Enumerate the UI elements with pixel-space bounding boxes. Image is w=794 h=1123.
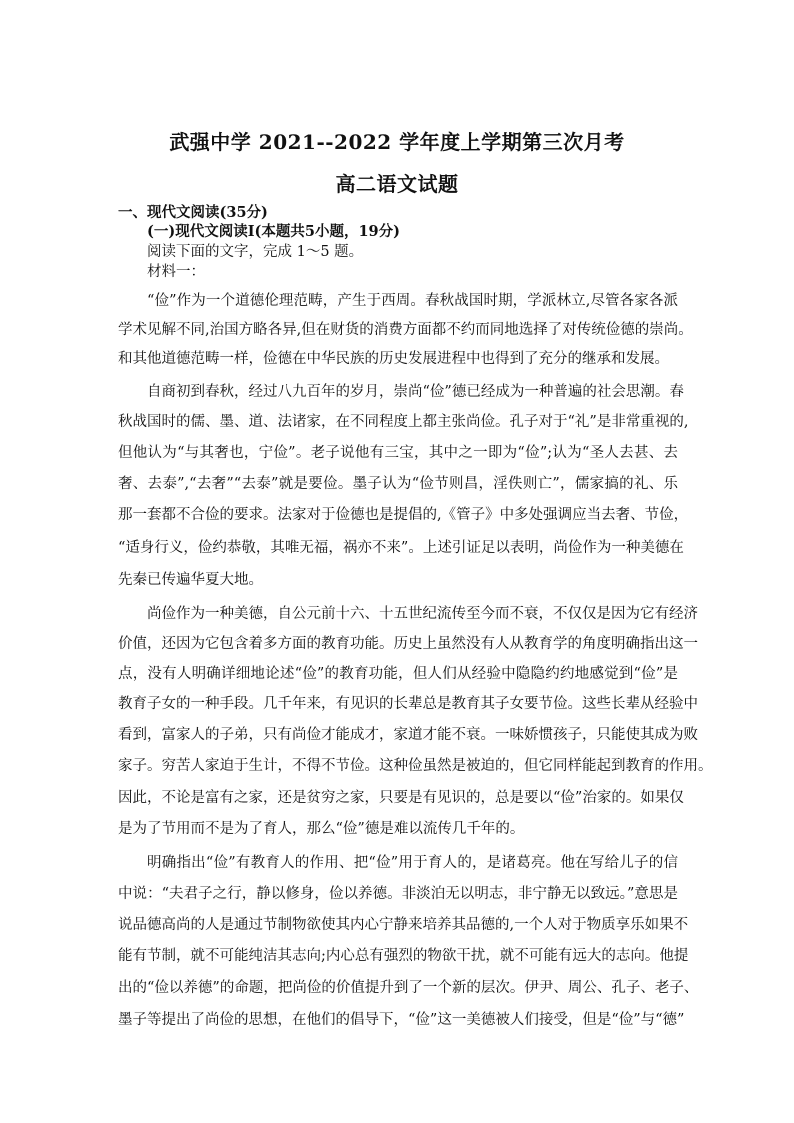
paragraph-line: 点，没有人明确详细地论述“俭”的教育功能，但人们从经验中隐隐约约地感觉到“俭”是 <box>118 666 678 682</box>
paragraph-line: 教育子女的一种手段。几千年来，有见识的长辈总是教育其子女要节俭。这些长辈从经验中 <box>118 696 698 712</box>
paragraph-line: 出的“俭以养德”的命题，把尚俭的价值提升到了一个新的层次。伊尹、周公、孔子、老子、 <box>118 980 699 996</box>
paragraph-line: 学术见解不同,治国方略各异,但在财货的消费方面都不约而同地选择了对传统俭德的崇尚。 <box>118 322 693 338</box>
paragraph-line: 自商初到春秋，经过八九百年的岁月，崇尚“俭”德已经成为一种普遍的社会思潮。春 <box>147 384 684 400</box>
material-label: 材料一： <box>147 264 205 280</box>
paragraph-line: 价值，还因为它包含着多方面的教育功能。历史上虽然没有人从教育学的角度明确指出这一 <box>118 636 698 652</box>
paragraph-line: 明确指出“俭”有教育人的作用、把“俭”用于育人的，是诸葛亮。他在写给儿子的信 <box>147 855 678 871</box>
paragraph-line: 但他认为“与其奢也，宁俭”。老子说他有三宝，其中之一即为“俭”;认为“圣人去甚、去 <box>118 445 678 461</box>
paragraph-line: 说品德高尚的人是通过节制物欲使其内心宁静来培养其品德的,一个人对于物质享乐如果不 <box>118 917 689 933</box>
subsection-heading: (一)现代文阅读Ⅰ(本题共5小题，19分) <box>147 223 400 240</box>
paragraph-line: 因此，不论是富有之家，还是贫穷之家，只要是有见识的，总是要以“俭”治家的。如果仅 <box>118 790 684 806</box>
paragraph-line: 先秦已传遍华夏大地。 <box>118 572 263 588</box>
paragraph-line: 中说：“夫君子之行，静以修身，俭以养德。非淡泊无以明志，非宁静无以致远。”意思是 <box>118 886 678 902</box>
section-heading: 一、现代文阅读(35分) <box>118 204 268 221</box>
paragraph-line: 那一套都不合俭的要求。法家对于俭德也是提倡的,《管子》中多处强调应当去奢、节俭， <box>118 507 689 523</box>
exam-subtitle: 高二语文试题 <box>335 172 459 196</box>
paragraph-line: 墨子等提出了尚俭的思想，在他们的倡导下，“俭”这一美德被人们接受，但是“俭”与“德” <box>118 1012 685 1028</box>
paragraph-line: “俭”作为一个道德伦理范畴，产生于西周。春秋战国时期，学派林立,尽管各家各派 <box>147 293 678 309</box>
reading-instruction: 阅读下面的文字，完成 1～5 题。 <box>147 244 364 260</box>
paragraph-line: 家子。穷苦人家迫于生计，不得不节俭。这种俭虽然是被迫的，但它同样能起到教育的作用。 <box>118 758 713 774</box>
paragraph-line: 尚俭作为一种美德，自公元前十六、十五世纪流传至今而不衰，不仅仅是因为它有经济 <box>147 606 698 622</box>
paragraph-line: 能有节制，就不可能纯洁其志向;内心总有强烈的物欲干扰，就不可能有远大的志向。他提 <box>118 948 689 964</box>
paragraph-line: 秋战国时的儒、墨、道、法诸家，在不同程度上都主张尚俭。孔子对于“礼”是非常重视的, <box>118 414 689 430</box>
paragraph-line: 和其他道德范畴一样，俭德在中华民族的历史发展进程中也得到了充分的继承和发展。 <box>118 351 669 367</box>
paragraph-line: “适身行义，俭约恭敬，其唯无福，祸亦不来”。上述引证足以表明，尚俭作为一种美德在 <box>118 540 684 556</box>
paragraph-line: 奢、去泰”,“去奢”“去泰”就是要俭。墨子认为“俭节则昌，淫佚则亡”，儒家搞的礼、乐 <box>118 476 678 492</box>
paragraph-line: 是为了节用而不是为了育人，那么“俭”德是难以流传几千年的。 <box>118 821 525 837</box>
paragraph-line: 看到，富家人的子弟，只有尚俭才能成才，家道才能不衰。一味娇惯孩子，只能使其成为败 <box>118 727 698 743</box>
exam-title: 武强中学 2021--2022 学年度上学期第三次月考 <box>169 130 625 154</box>
